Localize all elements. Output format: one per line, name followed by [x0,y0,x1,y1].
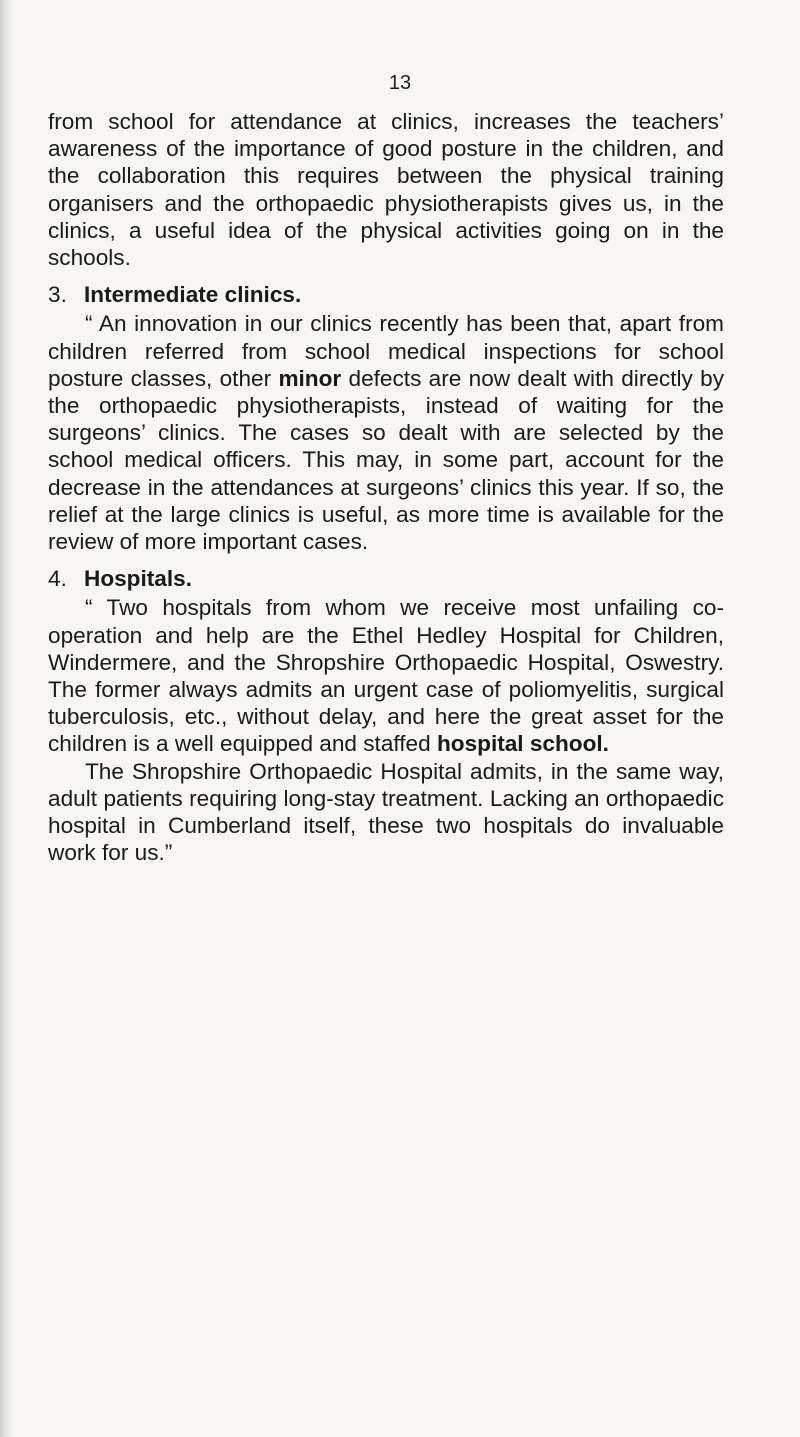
intro-paragraph: from school for attendance at clinics, increases the teachers’ awareness of the importance of good posture in the children, and the collaboration this requires between the physical training organisers and the orthopaedic physiotherapists gives us, in the clinics, a useful idea of the physical activities going on in the schools. [48,109,724,271]
page-edge-shadow [0,0,14,1437]
section-3-text-after: defects are now dealt with directly by the orthopaedic physiotherapists, instead of waiting for the surgeons’ clinics. The cases so dealt with are selected by the school medical officers. This may, in some part, account for the decrease in the attendances at surgeons’ clinics this year. If so, the relief at the large clinics is useful, as more time is available for the review of more important cases. [48,365,724,555]
section-4-emphasis: hospital school. [436,731,609,757]
page-number: 13 [388,72,412,94]
section-4-number: 4. [48,566,67,592]
body-text [48,108,724,866]
section-4-paragraph-2: The Shropshire Orthopaedic Hospital admits, in the same way, adult patients requiring long-stay treatment. Lacking an orthopaedic hospital in Cumberland itself, these two hospitals do invaluable work for us.” [48,758,724,866]
section-3-title: Intermediate clinics. [84,282,302,308]
section-3-text-before: “ An innovation in our clinics recently has been that, apart from children referred from school medical inspections for school posture classes, other [48,311,724,391]
section-3-number: 3. [48,282,67,308]
section-3-emphasis: minor [278,365,342,391]
section-3-heading [48,281,724,308]
section-4-title: Hospitals. [84,566,192,592]
section-4-paragraph-1 [48,594,724,757]
section-4-text-before: “ Two hospitals from whom we receive most unfailing co-operation and help are the Ethel Hedley Hospital for Children, Windermere, and the Shropshire Orthopaedic Hospital, Oswestry. The former always admits an urgent case of poliomyelitis, surgical tuberculosis, etc., without delay, and here the great asset for the children is a well equipped and staffed [48,595,724,757]
section-4-heading [48,565,724,592]
section-3-paragraph [48,310,724,555]
